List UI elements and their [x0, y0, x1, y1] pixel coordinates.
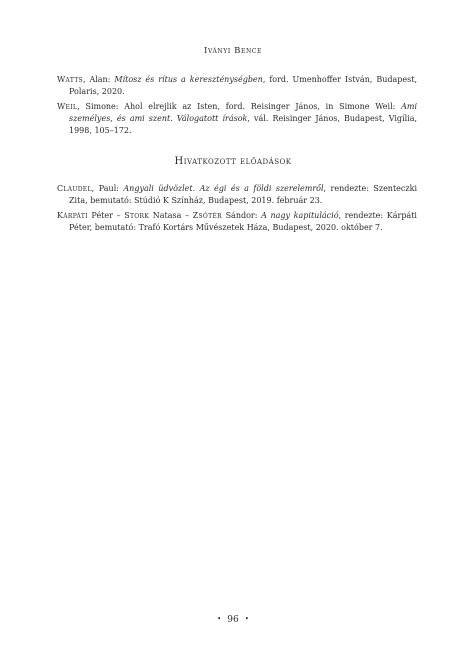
page-number-value: 96: [227, 615, 239, 625]
author-surname: Weil: [57, 102, 78, 111]
work-title: Mítosz és rítus a kereszténységben: [114, 75, 263, 84]
author-given: Péter –: [87, 211, 125, 220]
reference-entry: [57, 74, 417, 98]
author-given: Sándor:: [221, 211, 262, 220]
performance-details: , rendezte: Szenteczki Zita, bemutató: Stúdió K Színház, Budapest, 2019. február 23.: [69, 184, 418, 205]
author-given: , Alan:: [82, 75, 115, 84]
author-surname: Watts: [57, 75, 83, 84]
running-head: Iványi Bence: [204, 46, 262, 56]
bullet-ornament-icon: •: [217, 615, 222, 623]
author-given: , Paul:: [91, 184, 124, 193]
work-title: A nagy kapituláció: [261, 211, 339, 220]
performance-entry: [57, 210, 417, 234]
author-surname: Stork: [124, 211, 150, 220]
work-title: Ami személyes, és ami szent. Válogatott írások: [69, 102, 417, 123]
reference-list: [57, 74, 417, 140]
page-number: [0, 615, 466, 625]
performance-list: [57, 183, 417, 237]
author-given: , Simone: Ahol elrejlik az Isten, ford. Reisinger János, in Simone Weil:: [77, 102, 402, 111]
author-surname: Claudel: [57, 184, 92, 193]
section-title: Hivatkozott előadások: [174, 156, 292, 167]
reference-entry: [57, 101, 417, 137]
publication-details: , vál. Reisinger János, Budapest, Vigília, 1998, 105–172.: [69, 114, 418, 135]
author-surname: Kárpáti: [57, 211, 88, 220]
bullet-ornament-icon: •: [244, 615, 249, 623]
publication-details: , ford. Umenhoffer István, Budapest, Polaris, 2020.: [69, 75, 417, 96]
work-title: Angyali üdvözlet. Az égi és a földi szerelemről: [123, 184, 324, 193]
performance-entry: [57, 183, 417, 207]
author-given: Natasa –: [149, 211, 193, 220]
performance-details: , rendezte: Kárpáti Péter, bemutató: Trafó Kortárs Művészetek Háza, Budapest, 2020. október 7.: [69, 211, 417, 232]
author-surname: Zsótér: [192, 211, 222, 220]
